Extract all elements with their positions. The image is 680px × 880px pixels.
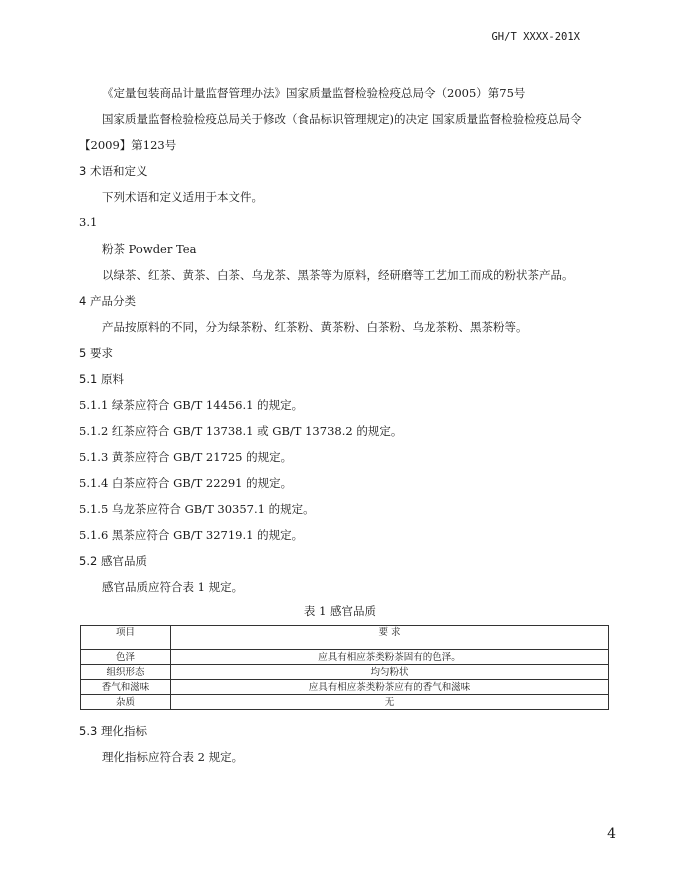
section-5-2-text: 感官品质应符合表 1 规定。 — [102, 580, 244, 594]
table-header-row — [81, 626, 609, 650]
clause-5-1-3: 5.1.3 黄茶应符合 GB/T 21725 的规定。 — [79, 450, 293, 464]
table-cell-item: 香气和滋味 — [81, 680, 171, 695]
section-4-text: 产品按原料的不同，分为绿茶粉、红茶粉、黄茶粉、白茶粉、乌龙茶粉、黑茶粉等。 — [102, 320, 528, 334]
table-row — [81, 650, 609, 665]
table-cell-item: 组织形态 — [81, 665, 171, 680]
page-number: 4 — [607, 826, 616, 842]
section-3-heading: 3 术语和定义 — [79, 164, 148, 178]
table-cell-item: 杂质 — [81, 695, 171, 710]
clause-5-1-6: 5.1.6 黑茶应符合 GB/T 32719.1 的规定。 — [79, 528, 304, 542]
document-code: GH/T XXXX-201X — [491, 31, 580, 43]
reference-line-2: 国家质量监督检验检疫总局关于修改（食品标识管理规定)的决定 国家质量监督检验检疫总局令 — [102, 112, 582, 126]
reference-line-2-cont: 【2009】第123号 — [79, 138, 177, 152]
section-5-1-heading: 5.1 原料 — [79, 372, 124, 386]
clause-5-1-1: 5.1.1 绿茶应符合 GB/T 14456.1 的规定。 — [79, 398, 304, 412]
section-5-2-heading: 5.2 感官品质 — [79, 554, 147, 568]
section-5-heading: 5 要求 — [79, 346, 113, 360]
reference-line-1: 《定量包装商品计量监督管理办法》国家质量监督检验检疫总局令（2005）第75号 — [102, 86, 526, 100]
term-number: 3.1 — [79, 215, 98, 229]
table-1-caption: 表 1 感官品质 — [303, 604, 377, 618]
section-3-intro: 下列术语和定义适用于本文件。 — [102, 190, 263, 204]
table-cell-item: 色泽 — [81, 650, 171, 665]
section-5-3-text: 理化指标应符合表 2 规定。 — [102, 750, 244, 764]
clause-5-1-5: 5.1.5 乌龙茶应符合 GB/T 30357.1 的规定。 — [79, 502, 315, 516]
sensory-quality-table — [80, 625, 609, 710]
clause-5-1-4: 5.1.4 白茶应符合 GB/T 22291 的规定。 — [79, 476, 293, 490]
table-cell-requirement: 应具有相应茶类粉茶应有的香气和滋味 — [171, 680, 609, 695]
table-cell-requirement: 均匀粉状 — [171, 665, 609, 680]
section-4-heading: 4 产品分类 — [79, 294, 136, 308]
section-5-3-heading: 5.3 理化指标 — [79, 724, 147, 738]
table-row — [81, 680, 609, 695]
table-row — [81, 665, 609, 680]
term-name: 粉茶 Powder Tea — [102, 242, 197, 256]
table-header-item: 项目 — [81, 626, 171, 650]
table-header-requirement: 要 求 — [171, 626, 609, 650]
table-cell-requirement: 无 — [171, 695, 609, 710]
table-row — [81, 695, 609, 710]
clause-5-1-2: 5.1.2 红茶应符合 GB/T 13738.1 或 GB/T 13738.2 的规定。 — [79, 424, 403, 438]
table-cell-requirement: 应具有相应茶类粉茶固有的色泽。 — [171, 650, 609, 665]
term-definition: 以绿茶、红茶、黄茶、白茶、乌龙茶、黑茶等为原料，经研磨等工艺加工而成的粉状茶产品。 — [102, 268, 574, 282]
